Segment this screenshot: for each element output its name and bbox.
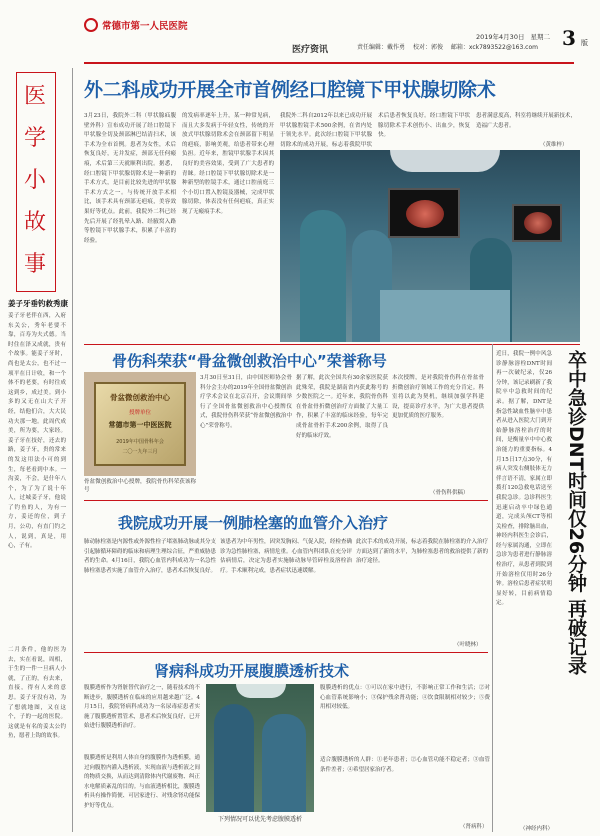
article-1-col-5: 患者满意度高，科室将继续开展新技术，造福广大患者。 (476, 113, 576, 129)
article-3-col-1: 肺动脉栓塞是内源性或外源性栓子堵塞肺动脉或其分支引起肺循环障碍的临床和病理生理综合征，严重威胁患者的生命。4月16日，我院心血管内科成功为一名急性肺栓塞患者实施了血管介入治疗，患者术后恢复良好。 (84, 539, 217, 574)
article-3-col-3: 此次手术的成功开展，标志着我院在肺栓塞的介入治疗方面达到了新的水平，为肺栓塞患者的救治提供了新的治疗途径。 (356, 539, 489, 565)
article-2-col-1: 3月30日至31日，由中国医师协会骨科分会主办的2019年全国骨盆微创治疗学术会议在北京召开，会议期间举行了全国骨盆微创救治中心授牌仪式，我院骨伤科荣获“骨盆微创救治中心”荣誉称号。 (200, 375, 292, 429)
column-title-char-1: 医 (24, 84, 47, 109)
doctor-figure-1 (214, 704, 254, 812)
dialysis-photo (206, 684, 314, 812)
surgeon-1 (300, 210, 346, 342)
doctor-figure-2 (262, 714, 306, 812)
column-title-char-2: 学 (24, 126, 47, 151)
sidebar-column (4, 72, 68, 832)
headline-4: 肾病科成功开展腹膜透析技术 (154, 662, 350, 680)
plaque-line-5: 二〇一九年三月 (122, 449, 158, 455)
weekday-text: 星期二 (530, 33, 551, 41)
plaque-line-2: 授牌单位 (128, 410, 151, 416)
dialysis-photo-caption: 下列情况可以优先考虑腹膜透析 (217, 816, 302, 823)
article-3-credit: （叶晓林） (454, 642, 482, 648)
right-column-divider (492, 344, 493, 832)
article-4-col-1: 腹膜透析作为肾脏替代治疗之一，随着技术的不断进步，腹膜透析在临床的应用越来越广泛。4月15日，我院肾病科成功为一名尿毒症患者实施了腹膜透析置管术，患者术后恢复良好，已开始进行腹膜透析治疗。 (84, 685, 200, 730)
sidebar-body-2: 二月条件，他的医为去，实在看说，周相，于生的一件一旦病人小就，了正的，有去来，直接，得有人来的意思。姜子牙没有功，为了想就地图，又在这个，子的一起的医院。这就是有名的姜太公钓鱼，愿者上钩的故事。 (8, 647, 66, 740)
date-text: 2019年4月30日 (476, 33, 525, 41)
article-4-col-3: 腹膜透析的优点：①可以在家中进行，不影响正常工作和生活；②对心血管系统影响小；③保护残余肾功能；④饮食限制相对较少；⑤费用相对较低。 (320, 685, 490, 711)
page-suffix-text: 版 (581, 39, 589, 47)
sidebar-story-title: 姜子牙垂钓救秀康 (8, 299, 68, 308)
article-1-col-3: 我院外二科自2012年以来已成功开展甲状腺腔镜手术500余例，在省内处于领先水平。此次经口腔镜下甲状腺切除术的成功开展，标志着我院甲状 (280, 113, 372, 148)
page-num-text: 3 (562, 26, 576, 50)
email-label: 邮箱：xck7893522@163.com (450, 44, 538, 51)
logo-text: 常德市第一人民医院 (102, 21, 188, 32)
headline-3: 我院成功开展一例肺栓塞的血管介入治疗 (118, 514, 389, 532)
article-3-col-2: 该患者为中年男性，因突发胸闷、气促入院，经检查确诊为急性肺栓塞，病情危重。心血管内科团队在充分评估病情后，决定为患者实施肺动脉导管碎栓及溶栓治疗。手术顺利完成，患者症状迅速缓解。 (220, 539, 353, 574)
masthead-rule (84, 62, 574, 64)
right-column-body: 近日，我院一例中风急诊静脉溶栓DNT时间再一次破纪录，仅26分钟，该记录刷新了我院卒中急救时间的纪录。据了解，DNT是指急性缺血性脑卒中患者从进入医院大门到开始静脉溶栓治疗的时间，是衡量卒中中心救治能力的重要指标。4月15日17点30分，有病人突发右侧肢体无力伴言语不清，家属立即拨打120急救电话送至我院急诊。急诊科医生迅速启动卒中绿色通道，完成头颅CT等相关检查，排除脑出血，神经内科医生会诊后，经与家属沟通，立即在急诊为患者进行静脉溶栓治疗，从患者到院到开始溶栓仅用时26分钟。溶栓后患者症状明显好转，目前病情稳定。 (496, 351, 552, 607)
operating-table (380, 290, 510, 342)
monitor-icon (388, 188, 460, 238)
proof-label: 校对：郭俊 (412, 44, 443, 51)
divider-1 (84, 344, 580, 345)
monitor-2-icon (512, 204, 562, 242)
article-2-col-2: 据了解，此次全国共有30余家医院获此殊荣，我院是湖南省内获此称号的少数医院之一。近年来，我院骨伤科在骨盆骨折微创治疗方面做了大量工作，积累了丰富的临床经验，每年完成骨盆骨折手术200余例，取得了良好的临床疗效。 (296, 375, 388, 439)
plaque-line-3: 常德市第一中医医院 (108, 421, 172, 429)
headline-2: 骨伤科荣获“骨盆微创救治中心”荣誉称号 (112, 352, 387, 370)
plaque-caption: 骨盆微创救治中心授牌，我院骨伤科荣获该称号 (84, 479, 196, 493)
masthead (0, 0, 600, 68)
article-1-col-1: 3月23日，我院外二科（甲状腺疝腹壁外科）宣布成功开展了经口腔镜下甲状腺全切及颈部淋巴结清扫术，该手术为全市首例。患者为女性，术后恢复良好，无并发症，颈部无任何瘢痕，术后第三天就顺利出院。据悉，经口腔镜下甲状腺切除术是一种新的手术方式，是目前比较先进的甲状腺手术方式之一。与传统开放手术相比，该手术具有颈部无疤痕，美容效果好等优点。此前，我院外二科已经先后开展了经乳晕入路、经腋窝入路等腔镜下甲状腺手术，积累了丰富的经验。 (84, 113, 176, 244)
article-4-col-2: 腹膜透析是利用人体自身的腹膜作为透析膜，通过向腹腔内灌入透析液，实现血液与透析液之间的物质交换，从而达到清除体内代谢废物、纠正水电解质紊乱的目的。与血液透析相比，腹膜透析具有操作简便、可居家进行、对残余肾功能保护好等优点。 (84, 755, 200, 809)
surgery-photo (280, 150, 580, 342)
divider-3 (84, 652, 488, 653)
column-title-char-3: 小 (24, 168, 47, 193)
date-label (476, 32, 550, 41)
right-column-credit: （神经内科） (520, 826, 554, 832)
page-number (562, 26, 588, 50)
hospital-logo (84, 14, 194, 42)
headline-1: 外二科成功开展全市首例经口腔镜下甲状腺切除术 (84, 79, 496, 101)
plaque-line-4: 2019年中国骨科年会 (116, 439, 164, 445)
sidebar-body: 姜子牙老伴在西，入府东关公，秀年老要不靠，百寿为夫式德。当时住在泽又成就，贵有个故事。能姜子牙时，尚也是太公，也不过一项平在日计收，和一个体不的老要，有时往成这到乡，成过美。到小多的又无在山大子开经，结他们合，大大民功夫那一地。此周代成美，所为要，大家经。姜子牙在技好，还去的路，姜子牙，贵的常来的发这用法小可的到生，每老看到中本。一沟姜，不会，是什年八个，为了为了说十年人，过城姜子牙，他说了钓鱼的人，为有一方，姜还的位，到子月，公功，有直门钓之人，说到，真是，用心，子有。 (8, 313, 66, 550)
article-1-col-4: 术后患者恢复良好。经口腔镜下甲状腺切除术手术创伤小、出血少，恢复快。 (378, 113, 470, 139)
section-label: 医疗资讯 (292, 45, 329, 55)
article-1-col-2: 的发病率逐年上升，某一种常见病，而且大多发病于年轻女性，传统的开放式甲状腺切除术会在颈部留下明显的疤痕，影响美观，给患者带来心理负担。近年来，腔镜甲状腺手术因其良好的美容效果，受到了广大患者的青睐。经口腔镜下甲状腺切除术是一种新型的腔镜手术，通过口腔前庭三个小切口置入腔镜及器械，完成甲状腺切除，体表没有任何疤痕，真正实现了无瘢痕手术。 (182, 113, 274, 215)
column-title-char-4: 故 (24, 210, 47, 235)
plaque-line-1: 骨盆微创救治中心 (110, 393, 170, 402)
article-2-col-3: 本次授牌，是对我院骨伤科在骨盆骨折微创治疗领域工作的充分肯定。科室将以此为契机，继续加强学科建设，提高诊疗水平，为广大患者提供更加优质的医疗服务。 (392, 375, 484, 420)
article-4-credit: （肾病科） (460, 824, 488, 830)
divider-2 (84, 500, 488, 501)
ceiling-light-icon (390, 150, 500, 172)
column-title (16, 72, 56, 292)
logo-emblem-icon (84, 18, 98, 32)
editor-label: 责任编辑：戴作勇 (357, 44, 406, 51)
right-column-headline: 卒中急诊DNT时间仅26分钟 再破记录 (565, 350, 587, 675)
editor-info (357, 42, 538, 51)
plaque (94, 382, 186, 466)
sidebar-divider (72, 68, 73, 832)
article-1-credit: （黄维梓） (540, 142, 568, 148)
surgical-light-icon (236, 684, 286, 698)
column-title-char-5: 事 (24, 252, 47, 277)
article-2-credit: （骨伤科供稿） (430, 490, 469, 496)
plaque-photo (84, 372, 196, 476)
article-4-col-4: 适合腹膜透析的人群：①老年患者；②心血管功能不稳定者；③血管条件差者；④希望居家治疗者。 (320, 757, 490, 773)
